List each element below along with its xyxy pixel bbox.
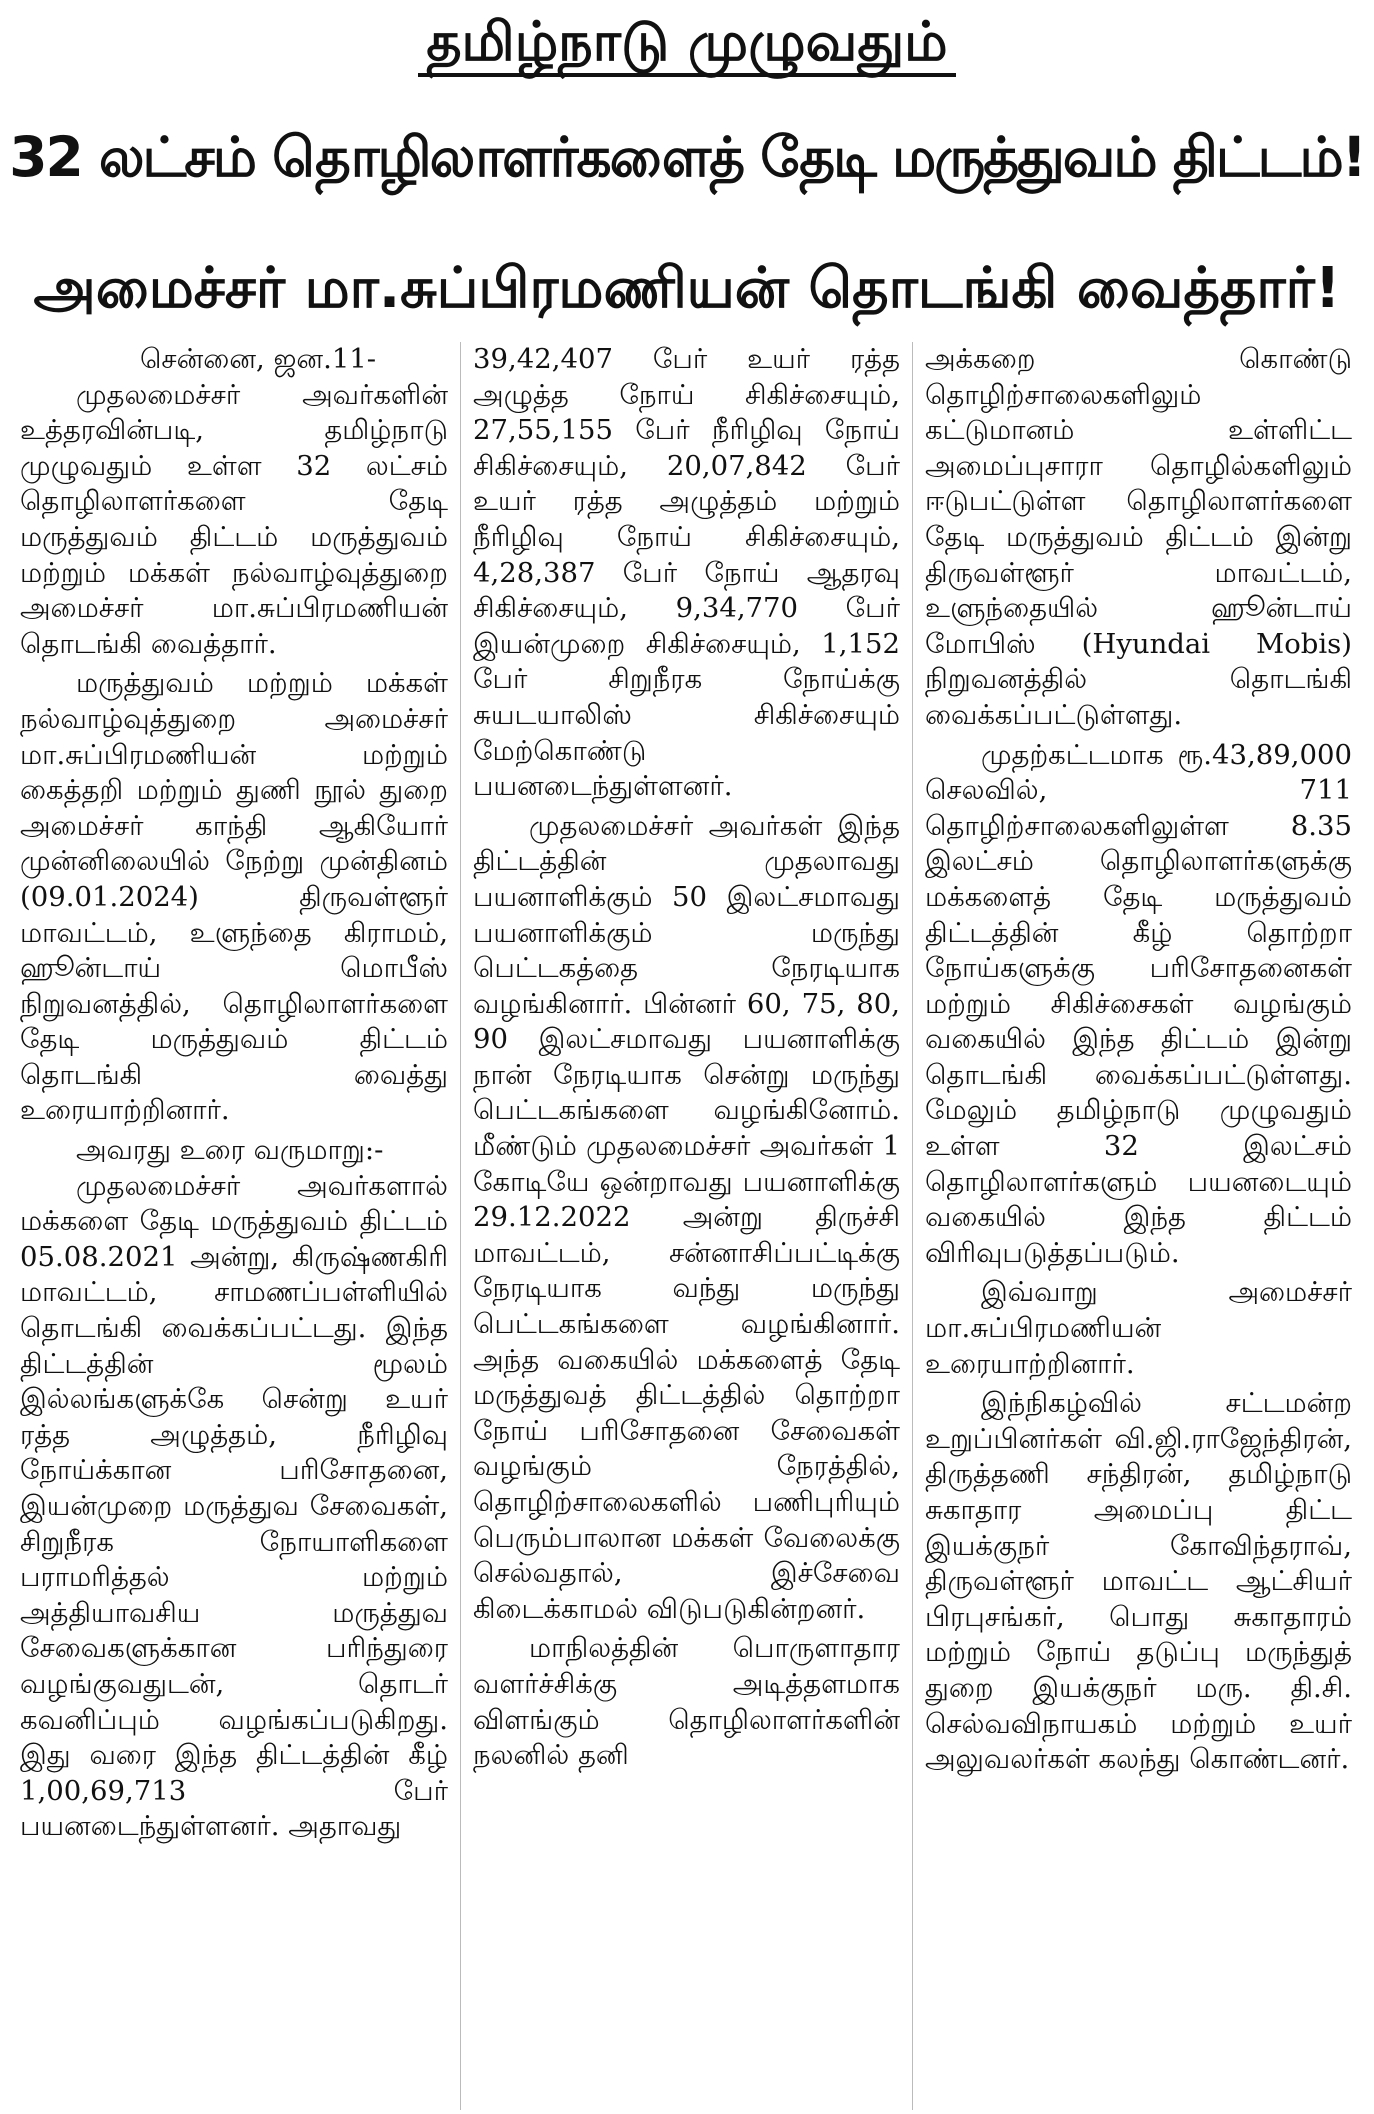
paragraph: மருத்துவம் மற்றும் மக்கள் நல்வாழ்வுத்துறை அமைச்சர் மா.சுப்பிரமணியன் மற்றும் கைத்தறி மற்றும் துணி நூல் துறை அமைச்சர் காந்தி ஆகியோர் முன்னிலையில் நேற்று முன்தினம் (09.01.2024) திருவள்ளூர் மாவட்டம், உளுந்தை கிராமம், ஹூன்டாய் மொபீஸ் நிறுவனத்தில், தொழிலாளர்களை தேடி மருத்துவம் திட்டம் தொடங்கி வைத்து உரையாற்றினார். <box>20 667 448 1127</box>
column-2 <box>460 342 912 2110</box>
kicker-line <box>0 10 1374 74</box>
column-3 <box>912 342 1364 2110</box>
paragraph: முதலமைச்சர் அவர்களின் உத்தரவின்படி, தமிழ்நாடு முழுவதும் உள்ள 32 லட்சம் தொழிலாளர்களை தேடி மருத்துவம் திட்டம் மருத்துவம் மற்றும் மக்கள் நல்வாழ்வுத்துறை அமைச்சர் மா.சுப்பிரமணியன் தொடங்கி வைத்தார். <box>20 378 448 660</box>
paragraph: இவ்வாறு அமைச்சர் மா.சுப்பிரமணியன் உரையாற்றினார். <box>925 1276 1352 1380</box>
column-1 <box>8 342 460 2110</box>
headline: 32 லட்சம் தொழிலாளர்களைத் தேடி மருத்துவம் திட்டம்! <box>9 125 1365 189</box>
kicker-text: தமிழ்நாடு முழுவதும் <box>418 10 955 77</box>
paragraph: முதற்கட்டமாக ரூ.43,89,000 செலவில், 711 தொழிற்சாலைகளிலுள்ள 8.35 இலட்சம் தொழிலாளர்களுக்கு மக்களைத் தேடி மருத்துவம் திட்டத்தின் கீழ் தொற்றா நோய்களுக்கு பரிசோதனைகள் மற்றும் சிகிச்சைகள் வழங்கும் வகையில் இந்த திட்டம் இன்று தொடங்கி வைக்கப்பட்டுள்ளது. மேலும் தமிழ்நாடு முழுவதும் உள்ள 32 இலட்சம் தொழிலாளர்களும் பயனடையும் வகையில் இந்த திட்டம் விரிவுபடுத்தப்படும். <box>925 738 1352 1269</box>
dateline: சென்னை, ஜன.11- <box>140 343 377 375</box>
paragraph: இந்நிகழ்வில் சட்டமன்ற உறுப்பினர்கள் வி.ஜி.ராஜேந்திரன், திருத்தணி சந்திரன், தமிழ்நாடு சுகாதார அமைப்பு திட்ட இயக்குநர் கோவிந்தராவ், திருவள்ளூர் மாவட்ட ஆட்சியர் பிரபுசங்கர், பொது சுகாதாரம் மற்றும் நோய் தடுப்பு மருந்துத் துறை இயக்குநர் மரு. தி.சி. செல்வவிநாயகம் மற்றும் உயர் அலுவலர்கள் கலந்து கொண்டனர். <box>925 1387 1352 1776</box>
paragraph: மாநிலத்தின் பொருளாதார வளர்ச்சிக்கு அடித்தளமாக விளங்கும் தொழிலாளர்களின் நலனில் தனி <box>473 1632 900 1772</box>
paragraph: அவரது உரை வருமாறு:- <box>76 1134 384 1167</box>
paragraph: முதலமைச்சர் அவர்களால் மக்களை தேடி மருத்துவம் திட்டம் 05.08.2021 அன்று, கிருஷ்ணகிரி மாவட்டம், சாமணப்பள்ளியில் தொடங்கி வைக்கப்பட்டது. இந்த திட்டத்தின் மூலம் இல்லங்களுக்கே சென்று உயர் ரத்த அழுத்தம், நீரிழிவு நோய்க்கான பரிசோதனை, இயன்முறை மருத்துவ சேவைகள், சிறுநீரக நோயாளிகளை பராமரித்தல் மற்றும் அத்தியாவசிய மருத்துவ சேவைகளுக்கான பரிந்துரை வழங்குவதுடன், தொடர் கவனிப்பும் வழங்கப்படுகிறது. இது வரை இந்த திட்டத்தின் கீழ் 1,00,69,713 பேர் பயனடைந்துள்ளனர். அதாவது <box>20 1169 448 1843</box>
paragraph: 39,42,407 பேர் உயர் ரத்த அழுத்த நோய் சிகிச்சையும், 27,55,155 பேர் நீரிழிவு நோய் சிகிச்சையும், 20,07,842 பேர் உயர் ரத்த அழுத்தம் மற்றும் நீரிழிவு நோய் சிகிச்சையும், 4,28,387 பேர் நோய் ஆதரவு சிகிச்சையும், 9,34,770 பேர் இயன்முறை சிகிச்சையும், 1,152 பேர் சிறுநீரக நோய்க்கு சுயடயாலிஸ் சிகிச்சையும் மேற்கொண்டு பயனடைந்துள்ளனர். <box>473 343 900 803</box>
paragraph: முதலமைச்சர் அவர்கள் இந்த திட்டத்தின் முதலாவது பயனாளிக்கும் 50 இலட்சமாவது பயனாளிக்கும் மருந்து பெட்டகத்தை நேரடியாக வழங்கினார். பின்னர் 60, 75, 80, 90 இலட்சமாவது பயனாளிக்கு நான் நேரடியாக சென்று மருந்து பெட்டகங்களை வழங்கினோம். மீண்டும் முதலமைச்சர் அவர்கள் 1 கோடியே ஒன்றாவது பயனாளிக்கு 29.12.2022 அன்று திருச்சி மாவட்டம், சன்னாசிப்பட்டிக்கு நேரடியாக வந்து மருந்து பெட்டகங்களை வழங்கினார். அந்த வகையில் மக்களைத் தேடி மருத்துவத் திட்டத்தில் தொற்றா நோய் பரிசோதனை சேவைகள் வழங்கும் நேரத்தில், தொழிற்சாலைகளில் பணிபுரியும் பெரும்பாலான மக்கள் வேலைக்கு செல்வதால், இச்சேவை கிடைக்காமல் விடுபடுகின்றனர். <box>473 809 900 1625</box>
subheadline: அமைச்சர் மா.சுப்பிரமணியன் தொடங்கி வைத்தார்! <box>33 256 1341 321</box>
paragraph: அக்கறை கொண்டு தொழிற்சாலைகளிலும் கட்டுமானம் உள்ளிட்ட அமைப்புசாரா தொழில்களிலும் ஈடுபட்டுள்ள தொழிலாளர்களை தேடி மருத்துவம் திட்டம் இன்று திருவள்ளூர் மாவட்டம், உளுந்தையில் ஹூன்டாய் மோபிஸ் (Hyundai Mobis) நிறுவனத்தில் தொடங்கி வைக்கப்பட்டுள்ளது. <box>925 343 1352 731</box>
article-body <box>8 342 1366 2110</box>
